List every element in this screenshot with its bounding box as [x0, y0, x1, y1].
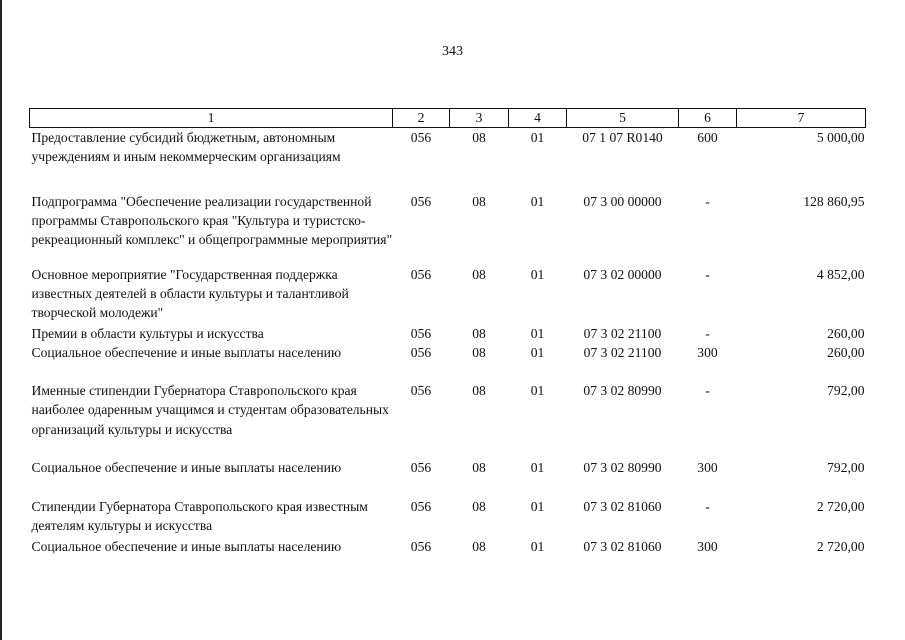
row-col3-cell: 08	[472, 538, 486, 554]
row-amount-cell: 128 860,95	[803, 193, 865, 209]
table-body	[30, 128, 866, 557]
row-col3-cell: 08	[472, 130, 486, 145]
row-col3-cell: 08	[472, 382, 486, 398]
header-cell: 3	[450, 109, 509, 128]
header-cell: 7	[737, 109, 866, 128]
row-col5-cell: 07 3 02 21100	[583, 344, 662, 360]
row-col5-cell: 07 3 02 81060	[583, 538, 662, 554]
row-col5-cell: 07 3 02 80990	[583, 459, 662, 475]
row-col2-cell: 056	[410, 459, 432, 475]
row-name-cell: Стипендии Губернатора Ставропольского края известным деятелям культуры и искусства	[31, 498, 368, 534]
row-col5-cell: 07 1 07 R0140	[582, 130, 663, 145]
header-cell: 4	[509, 109, 567, 128]
row-col6-cell: -	[705, 325, 710, 341]
row-col2-cell: 056	[410, 344, 432, 360]
table-row	[30, 128, 866, 192]
row-col6-cell: 300	[697, 459, 718, 475]
row-amount-cell: 260,00	[827, 325, 865, 341]
row-name-cell: Премии в области культуры и искусства	[31, 325, 264, 341]
table-row	[30, 497, 866, 537]
row-name-cell: Социальное обеспечение и иные выплаты населению	[31, 459, 342, 475]
row-col4-cell: 01	[530, 130, 545, 145]
row-col5-cell: 07 3 02 21100	[583, 325, 662, 341]
table-row	[30, 324, 866, 343]
row-col2-cell: 056	[410, 498, 432, 514]
header-cell: 6	[679, 109, 737, 128]
row-col2-cell: 056	[410, 325, 432, 341]
row-col3-cell: 08	[472, 498, 486, 514]
row-amount-cell: 2 720,00	[816, 538, 865, 554]
row-col6-cell: 600	[697, 130, 718, 145]
row-col6-cell: -	[705, 498, 710, 514]
row-col5-cell: 07 3 02 80990	[583, 382, 662, 398]
row-name-cell: Социальное обеспечение и иные выплаты населению	[31, 538, 342, 554]
row-name-cell: Социальное обеспечение и иные выплаты населению	[31, 344, 342, 360]
table-row	[30, 343, 866, 381]
row-amount-cell: 5 000,00	[816, 130, 865, 145]
row-col5-cell: 07 3 02 81060	[583, 498, 662, 514]
row-col2-cell: 056	[410, 266, 432, 282]
row-col6-cell: 300	[697, 344, 718, 360]
row-col4-cell: 01	[530, 325, 545, 341]
row-col3-cell: 08	[472, 344, 486, 360]
row-col2-cell: 056	[410, 130, 432, 145]
row-name-cell: Именные стипендии Губернатора Ставропольского края наиболее одаренным учащимся и студентам образовательных организаций культуры и искусства	[31, 382, 389, 437]
row-amount-cell: 4 852,00	[816, 266, 865, 282]
header-cell: 2	[393, 109, 450, 128]
row-col6-cell: -	[705, 193, 710, 209]
page-number: 343	[442, 44, 463, 59]
row-amount-cell: 792,00	[827, 382, 865, 398]
row-col2-cell: 056	[410, 193, 432, 209]
row-name-cell: Предоставление субсидий бюджетным, автономным учреждениям и иным некоммерческим организациям	[31, 130, 341, 165]
row-col4-cell: 01	[530, 382, 545, 398]
table-header	[30, 109, 866, 128]
row-amount-cell: 2 720,00	[816, 498, 865, 514]
row-col3-cell: 08	[472, 193, 486, 209]
header-row	[30, 109, 866, 128]
row-col6-cell: 300	[697, 538, 718, 554]
table-row	[30, 458, 866, 497]
row-amount-cell: 792,00	[827, 459, 865, 475]
table-row	[30, 265, 866, 324]
row-col4-cell: 01	[530, 498, 545, 514]
row-col4-cell: 01	[530, 538, 545, 554]
row-col4-cell: 01	[530, 266, 545, 282]
header-cell: 5	[567, 109, 679, 128]
row-col2-cell: 056	[410, 538, 432, 554]
header-cell: 1	[30, 109, 393, 128]
table-row	[30, 537, 866, 557]
row-col4-cell: 01	[530, 193, 545, 209]
row-col4-cell: 01	[530, 344, 545, 360]
budget-table	[29, 108, 866, 557]
table-row	[30, 381, 866, 458]
row-col3-cell: 08	[472, 459, 486, 475]
row-name-cell: Подпрограмма "Обеспечение реализации государственной программы Ставропольского края "Культура и туристско-рекреационный комплекс" и общепрограммные мероприятия"	[31, 193, 393, 248]
row-col4-cell: 01	[530, 459, 545, 475]
table-row	[30, 192, 866, 265]
row-col6-cell: -	[705, 266, 710, 282]
row-name-cell: Основное мероприятие "Государственная поддержка известных деятелей в области культуры и талантливой творческой молодежи"	[31, 266, 349, 321]
row-col5-cell: 07 3 00 00000	[583, 193, 662, 209]
row-col3-cell: 08	[472, 266, 486, 282]
row-amount-cell: 260,00	[827, 344, 865, 360]
row-col3-cell: 08	[472, 325, 486, 341]
row-col5-cell: 07 3 02 00000	[583, 266, 662, 282]
page-left-border	[0, 0, 2, 640]
row-col6-cell: -	[705, 382, 710, 398]
row-col2-cell: 056	[410, 382, 432, 398]
